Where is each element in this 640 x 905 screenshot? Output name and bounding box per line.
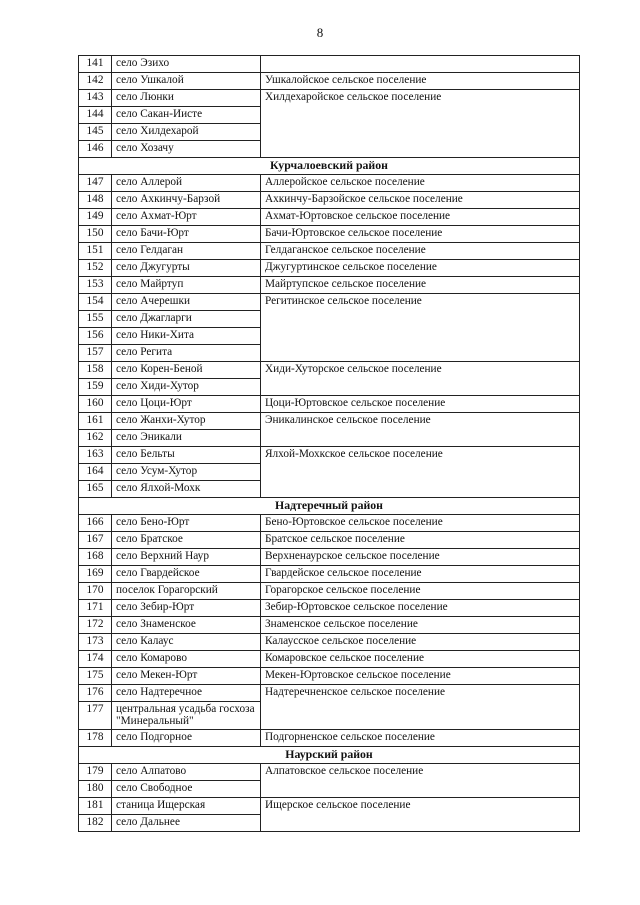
settlement-name: село Регита bbox=[112, 345, 261, 362]
table-row bbox=[79, 566, 580, 583]
row-number: 179 bbox=[79, 764, 112, 781]
settlement-name: село Братское bbox=[112, 532, 261, 549]
settlement-municipality: Ушкалойское сельское поселение bbox=[261, 73, 580, 90]
settlement-municipality: Майртупское сельское поселение bbox=[261, 277, 580, 294]
table-row bbox=[79, 260, 580, 277]
row-number: 165 bbox=[79, 481, 112, 498]
row-number: 173 bbox=[79, 634, 112, 651]
settlement-municipality: Зебир-Юртовское сельское поселение bbox=[261, 600, 580, 617]
settlement-name: село Бачи-Юрт bbox=[112, 226, 261, 243]
row-number: 156 bbox=[79, 328, 112, 345]
table-row bbox=[79, 209, 580, 226]
row-number: 143 bbox=[79, 90, 112, 107]
settlement-name: село Знаменское bbox=[112, 617, 261, 634]
settlement-municipality: Бено-Юртовское сельское поселение bbox=[261, 515, 580, 532]
settlement-name: село Бено-Юрт bbox=[112, 515, 261, 532]
settlement-name: поселок Горагорский bbox=[112, 583, 261, 600]
settlement-municipality: Комаровское сельское поселение bbox=[261, 651, 580, 668]
row-number: 154 bbox=[79, 294, 112, 311]
settlement-name: село Гвардейское bbox=[112, 566, 261, 583]
district-header-row bbox=[79, 747, 580, 764]
settlement-municipality: Алпатовское сельское поселение bbox=[261, 764, 580, 798]
settlement-municipality: Ищерское сельское поселение bbox=[261, 798, 580, 832]
row-number: 155 bbox=[79, 311, 112, 328]
page-number: 8 bbox=[316, 25, 324, 40]
settlement-municipality: Хиди-Хуторское сельское поселение bbox=[261, 362, 580, 396]
table-row bbox=[79, 226, 580, 243]
settlement-municipality: Регитинское сельское поселение bbox=[261, 294, 580, 362]
settlement-municipality: Мекен-Юртовское сельское поселение bbox=[261, 668, 580, 685]
table-row bbox=[79, 294, 580, 311]
settlement-municipality: Эникалинское сельское поселение bbox=[261, 413, 580, 447]
row-number: 141 bbox=[79, 56, 112, 73]
settlement-name: село Майртуп bbox=[112, 277, 261, 294]
settlement-municipality: Гелдаганское сельское поселение bbox=[261, 243, 580, 260]
settlement-name: село Надтеречное bbox=[112, 685, 261, 702]
settlement-name: центральная усадьба госхоза "Минеральный" bbox=[112, 702, 261, 730]
settlement-name: село Сакан-Иисте bbox=[112, 107, 261, 124]
settlement-name: село Джугурты bbox=[112, 260, 261, 277]
table-row bbox=[79, 90, 580, 107]
row-number: 148 bbox=[79, 192, 112, 209]
settlement-name: село Жанхи-Хутор bbox=[112, 413, 261, 430]
settlement-municipality: Знаменское сельское поселение bbox=[261, 617, 580, 634]
row-number: 171 bbox=[79, 600, 112, 617]
settlement-municipality: Ахкинчу-Барзойское сельское поселение bbox=[261, 192, 580, 209]
row-number: 166 bbox=[79, 515, 112, 532]
table-row bbox=[79, 798, 580, 815]
table-row bbox=[79, 413, 580, 430]
settlement-municipality: Цоци-Юртовское сельское поселение bbox=[261, 396, 580, 413]
settlement-municipality: Аллеройское сельское поселение bbox=[261, 175, 580, 192]
table-row bbox=[79, 617, 580, 634]
settlement-name: станица Ищерская bbox=[112, 798, 261, 815]
table-row bbox=[79, 730, 580, 747]
table-row bbox=[79, 532, 580, 549]
settlement-municipality: Бачи-Юртовское сельское поселение bbox=[261, 226, 580, 243]
settlements-table bbox=[78, 55, 580, 832]
settlement-municipality: Калаусское сельское поселение bbox=[261, 634, 580, 651]
table-row bbox=[79, 362, 580, 379]
district-title: Курчалоевский район bbox=[79, 158, 580, 175]
settlement-municipality bbox=[261, 56, 580, 73]
settlement-name: село Хилдехарой bbox=[112, 124, 261, 141]
row-number: 170 bbox=[79, 583, 112, 600]
row-number: 160 bbox=[79, 396, 112, 413]
row-number: 146 bbox=[79, 141, 112, 158]
settlement-municipality: Ахмат-Юртовское сельское поселение bbox=[261, 209, 580, 226]
table-row bbox=[79, 634, 580, 651]
row-number: 150 bbox=[79, 226, 112, 243]
table-row bbox=[79, 685, 580, 702]
table-row bbox=[79, 447, 580, 464]
table-row bbox=[79, 192, 580, 209]
row-number: 172 bbox=[79, 617, 112, 634]
settlement-municipality: Верхненаурское сельское поселение bbox=[261, 549, 580, 566]
row-number: 149 bbox=[79, 209, 112, 226]
settlement-name: село Зебир-Юрт bbox=[112, 600, 261, 617]
row-number: 163 bbox=[79, 447, 112, 464]
settlement-name: село Ачерешки bbox=[112, 294, 261, 311]
settlement-name: село Аллерой bbox=[112, 175, 261, 192]
district-title: Наурский район bbox=[79, 747, 580, 764]
settlement-name: село Комарово bbox=[112, 651, 261, 668]
row-number: 153 bbox=[79, 277, 112, 294]
settlement-name: село Люнки bbox=[112, 90, 261, 107]
row-number: 176 bbox=[79, 685, 112, 702]
settlement-name: село Калаус bbox=[112, 634, 261, 651]
settlement-name: село Хиди-Хутор bbox=[112, 379, 261, 396]
settlement-name: село Эзихо bbox=[112, 56, 261, 73]
row-number: 169 bbox=[79, 566, 112, 583]
row-number: 167 bbox=[79, 532, 112, 549]
table-row bbox=[79, 515, 580, 532]
table-row bbox=[79, 243, 580, 260]
settlement-name: село Подгорное bbox=[112, 730, 261, 747]
row-number: 164 bbox=[79, 464, 112, 481]
row-number: 145 bbox=[79, 124, 112, 141]
district-header-row bbox=[79, 158, 580, 175]
row-number: 162 bbox=[79, 430, 112, 447]
settlement-municipality: Хилдехаройское сельское поселение bbox=[261, 90, 580, 158]
row-number: 168 bbox=[79, 549, 112, 566]
settlement-name: село Алпатово bbox=[112, 764, 261, 781]
settlement-name: село Джагларги bbox=[112, 311, 261, 328]
settlement-municipality: Гвардейское сельское поселение bbox=[261, 566, 580, 583]
row-number: 158 bbox=[79, 362, 112, 379]
row-number: 152 bbox=[79, 260, 112, 277]
table-row bbox=[79, 549, 580, 566]
row-number: 142 bbox=[79, 73, 112, 90]
settlements-table-body bbox=[79, 56, 580, 832]
row-number: 174 bbox=[79, 651, 112, 668]
row-number: 144 bbox=[79, 107, 112, 124]
settlement-name: село Ники-Хита bbox=[112, 328, 261, 345]
settlement-name: село Корен-Беной bbox=[112, 362, 261, 379]
table-row bbox=[79, 764, 580, 781]
row-number: 182 bbox=[79, 815, 112, 832]
settlement-name: село Ялхой-Мохк bbox=[112, 481, 261, 498]
row-number: 180 bbox=[79, 781, 112, 798]
settlement-name: село Цоци-Юрт bbox=[112, 396, 261, 413]
settlement-name: село Эникали bbox=[112, 430, 261, 447]
settlement-name: село Ахмат-Юрт bbox=[112, 209, 261, 226]
settlement-name: село Свободное bbox=[112, 781, 261, 798]
settlement-municipality: Надтеречненское сельское поселение bbox=[261, 685, 580, 730]
table-row bbox=[79, 277, 580, 294]
district-title: Надтеречный район bbox=[79, 498, 580, 515]
settlement-name: село Ушкалой bbox=[112, 73, 261, 90]
settlement-municipality: Братское сельское поселение bbox=[261, 532, 580, 549]
settlement-municipality: Горагорское сельское поселение bbox=[261, 583, 580, 600]
row-number: 177 bbox=[79, 702, 112, 730]
table-row bbox=[79, 175, 580, 192]
table-row bbox=[79, 583, 580, 600]
row-number: 175 bbox=[79, 668, 112, 685]
settlement-municipality: Ялхой-Мохкское сельское поселение bbox=[261, 447, 580, 498]
table-row bbox=[79, 396, 580, 413]
settlement-name: село Хозачу bbox=[112, 141, 261, 158]
settlement-name: село Ахкинчу-Барзой bbox=[112, 192, 261, 209]
table-row bbox=[79, 73, 580, 90]
settlement-name: село Верхний Наур bbox=[112, 549, 261, 566]
settlement-name: село Мекен-Юрт bbox=[112, 668, 261, 685]
row-number: 151 bbox=[79, 243, 112, 260]
settlement-name: село Гелдаган bbox=[112, 243, 261, 260]
district-header-row bbox=[79, 498, 580, 515]
table-row bbox=[79, 600, 580, 617]
settlement-name: село Бельты bbox=[112, 447, 261, 464]
row-number: 157 bbox=[79, 345, 112, 362]
settlement-name: село Дальнее bbox=[112, 815, 261, 832]
row-number: 161 bbox=[79, 413, 112, 430]
table-row bbox=[79, 56, 580, 73]
settlement-name: село Усум-Хутор bbox=[112, 464, 261, 481]
row-number: 178 bbox=[79, 730, 112, 747]
settlement-municipality: Джугуртинское сельское поселение bbox=[261, 260, 580, 277]
table-row bbox=[79, 668, 580, 685]
row-number: 181 bbox=[79, 798, 112, 815]
row-number: 159 bbox=[79, 379, 112, 396]
row-number: 147 bbox=[79, 175, 112, 192]
settlement-municipality: Подгорненское сельское поселение bbox=[261, 730, 580, 747]
table-row bbox=[79, 651, 580, 668]
